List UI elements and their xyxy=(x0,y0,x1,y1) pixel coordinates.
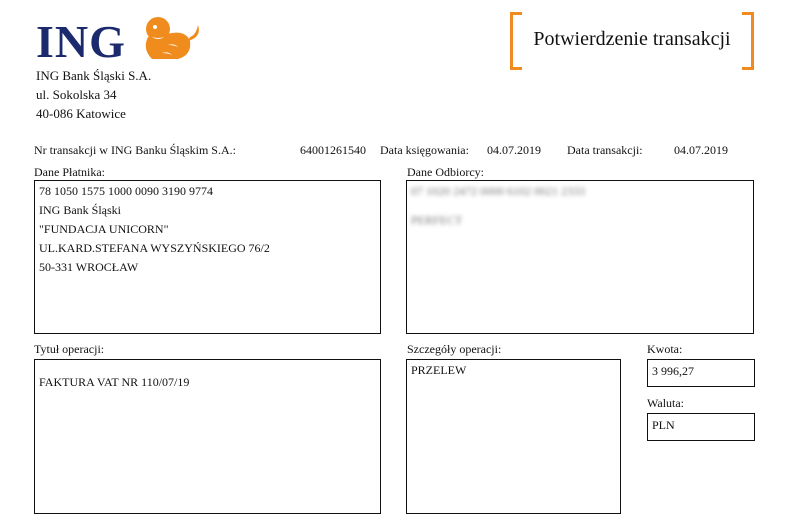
ing-lion-icon xyxy=(138,15,204,63)
bank-name: ING Bank Śląski S.A. xyxy=(36,68,152,83)
payer-name: "FUNDACJA UNICORN" xyxy=(39,222,169,236)
recipient-name: PERFECT xyxy=(411,213,463,227)
operation-title-value: FAKTURA VAT NR 110/07/19 xyxy=(39,375,190,389)
operation-details-value: PRZELEW xyxy=(411,363,467,377)
currency-value: PLN xyxy=(652,418,675,432)
payer-box xyxy=(34,180,381,334)
transaction-nr-value: 64001261540 xyxy=(300,143,366,157)
currency-box xyxy=(647,413,755,441)
operation-title-box xyxy=(34,359,381,514)
amount-box xyxy=(647,359,755,387)
amount-value: 3 996,27 xyxy=(652,364,694,378)
recipient-label: Dane Odbiorcy: xyxy=(407,165,484,179)
booking-date-value: 04.07.2019 xyxy=(487,143,541,157)
payer-city: 50-331 WROCŁAW xyxy=(39,260,139,274)
payer-label: Dane Płatnika: xyxy=(34,165,105,179)
transaction-date-label: Data transakcji: xyxy=(567,143,643,157)
operation-details-box xyxy=(406,359,621,514)
booking-date-label: Data księgowania: xyxy=(380,143,469,157)
operation-details-label: Szczegóły operacji: xyxy=(407,342,502,356)
document-title-frame xyxy=(510,12,754,68)
amount-label: Kwota: xyxy=(647,342,683,356)
bank-city: 40-086 Katowice xyxy=(36,106,126,121)
currency-label: Waluta: xyxy=(647,396,685,410)
bank-street: ul. Sokolska 34 xyxy=(36,87,117,102)
payer-street: UL.KARD.STEFANA WYSZYŃSKIEGO 76/2 xyxy=(39,241,270,255)
operation-title-label: Tytuł operacji: xyxy=(34,342,105,356)
transaction-nr-label: Nr transakcji w ING Banku Śląskim S.A.: xyxy=(34,143,236,157)
recipient-box xyxy=(406,180,754,334)
document-title: Potwierdzenie transakcji xyxy=(533,28,731,50)
payer-bank: ING Bank Śląski xyxy=(39,203,121,217)
payer-account: 78 1050 1575 1000 0090 3190 9774 xyxy=(39,184,213,198)
recipient-account: 07 1020 2472 0000 6102 0021 2333 xyxy=(411,184,585,198)
ing-logo-text: ING xyxy=(36,16,126,67)
transaction-date-value: 04.07.2019 xyxy=(674,143,728,157)
